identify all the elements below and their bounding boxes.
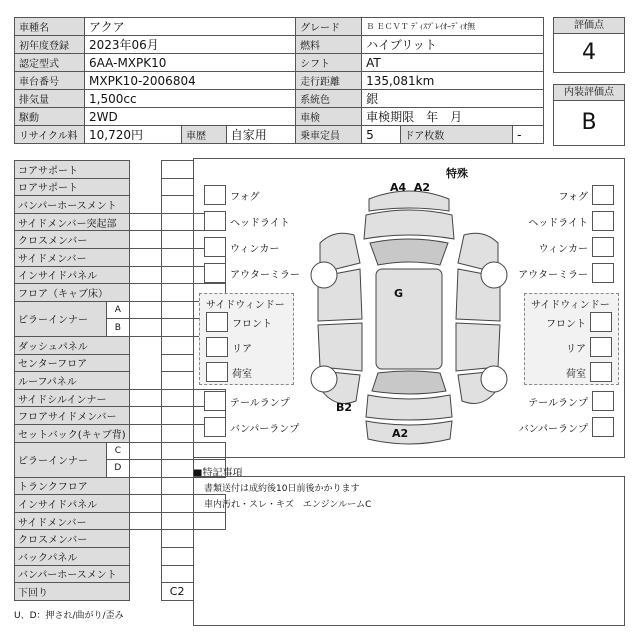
right-side-rear-checkbox[interactable] — [590, 337, 612, 357]
part-center-cell[interactable] — [161, 424, 193, 442]
left-mirror-checkbox[interactable] — [204, 263, 226, 283]
info-row — [15, 54, 544, 72]
rating-value: 4 — [582, 40, 596, 65]
part-left-cell[interactable] — [129, 178, 161, 196]
part-label: フロア（キャブ床） — [15, 284, 130, 302]
right-front-tire-shape — [481, 262, 507, 288]
doors-label: ドア枚数 — [400, 126, 513, 144]
left-headlight-option[interactable] — [204, 211, 294, 231]
right-mirror-label: アウターミラー — [518, 269, 588, 281]
part-left-cell[interactable] — [129, 389, 161, 407]
part-left-cell[interactable] — [129, 354, 161, 372]
part-center-cell[interactable] — [161, 389, 193, 407]
info-label: 車種名 — [15, 18, 85, 36]
left-bumper-lamp-checkbox[interactable] — [204, 417, 226, 437]
right-rear-tire-shape — [481, 366, 507, 392]
right-headlight-option[interactable] — [524, 211, 614, 231]
left-bumper-lamp-label: バンパーランプ — [230, 423, 300, 435]
part-label: ルーフパネル — [15, 372, 130, 390]
info-label: 駆動 — [15, 108, 85, 126]
right-side-rear-label: リア — [566, 343, 586, 355]
mark-front: A4 A2 — [390, 181, 430, 194]
part-left-cell[interactable] — [129, 319, 161, 337]
part-left-cell[interactable] — [129, 372, 161, 390]
part-label: バンパーホースメント — [15, 565, 130, 583]
part-label: 下回り — [15, 583, 130, 601]
note-line-1: 書類送付は成約後10日前後かかります — [204, 484, 360, 494]
legend-note: U、D：押され/曲がり/歪み — [14, 611, 124, 621]
right-side-cargo-label: 荷室 — [566, 368, 586, 380]
part-label: クロスメンバー — [15, 530, 130, 548]
interior-rating-value: B — [581, 110, 597, 135]
left-tail-lamp-label: テールランプ — [230, 397, 290, 409]
right-side-cargo-checkbox[interactable] — [590, 362, 612, 382]
info-row — [15, 126, 544, 144]
info-value: 2WD — [85, 108, 296, 126]
info-label: シフト — [296, 54, 362, 72]
left-rear-door-shape — [318, 323, 362, 371]
part-left-cell[interactable] — [129, 477, 161, 495]
part-label: フロアサイドメンバー — [15, 407, 130, 425]
left-tail-lamp-checkbox[interactable] — [204, 391, 226, 411]
part-label: サイドメンバー — [15, 248, 130, 266]
part-label: サイドメンバー — [15, 512, 130, 530]
right-tail-lamp-option[interactable] — [524, 391, 614, 411]
right-tail-lamp-label: テールランプ — [528, 397, 588, 409]
info-row — [15, 36, 544, 54]
info-value: アクア — [85, 18, 296, 36]
right-fog-option[interactable] — [555, 185, 615, 205]
part-label: バックパネル — [15, 548, 130, 566]
part-left-cell[interactable] — [129, 231, 161, 249]
part-label: トランクフロア — [15, 477, 130, 495]
left-headlight-label: ヘッドライト — [230, 217, 290, 229]
part-left-cell[interactable] — [129, 442, 161, 460]
part-left-cell[interactable] — [129, 284, 161, 302]
left-side-front-label: フロント — [232, 318, 272, 330]
part-sub-label: D — [107, 460, 130, 478]
info-label: 認定型式 — [15, 54, 85, 72]
front-bumper-shape — [369, 191, 449, 211]
vehicle-info-table — [14, 17, 544, 144]
part-label: セットバック(キャブ背) — [15, 424, 130, 442]
right-bumper-lamp-checkbox[interactable] — [592, 417, 614, 437]
doors-value: - — [513, 126, 544, 144]
left-side-window-group — [199, 293, 294, 385]
part-label: ロアサポート — [15, 178, 130, 196]
left-fog-checkbox[interactable] — [204, 185, 226, 205]
left-rear-tire-shape — [311, 366, 337, 392]
info-label: 燃料 — [296, 36, 362, 54]
left-bumper-lamp-option[interactable] — [204, 417, 303, 437]
info-label: 系統色 — [296, 90, 362, 108]
info-value: 6AA-MXPK10 — [85, 54, 296, 72]
info-value: 車検期限 年 月 — [362, 108, 544, 126]
part-left-cell[interactable] — [129, 530, 161, 548]
rear-bumper-shape — [366, 421, 452, 444]
mark-rear: A2 — [392, 427, 409, 440]
left-side-rear-checkbox[interactable] — [206, 337, 228, 357]
part-sub-label: B — [107, 319, 130, 337]
part-sub-label: C — [107, 442, 130, 460]
rating-label: 評価点 — [554, 18, 624, 34]
history-value: 自家用 — [226, 126, 295, 144]
part-left-cell[interactable] — [129, 548, 161, 566]
left-headlight-checkbox[interactable] — [204, 211, 226, 231]
right-headlight-label: ヘッドライト — [528, 217, 588, 229]
info-value: MXPK10-2006804 — [85, 72, 296, 90]
right-side-cargo-option[interactable] — [562, 362, 612, 382]
interior-rating-label: 内装評価点 — [554, 85, 624, 101]
part-left-cell[interactable] — [129, 336, 161, 354]
right-side-rear-option[interactable] — [562, 337, 612, 357]
mark-left-rear: B2 — [336, 401, 353, 414]
history-label: 車歴 — [182, 126, 227, 144]
part-center-cell[interactable] — [161, 512, 193, 530]
notes-box — [193, 476, 625, 626]
info-value: Ｂ ＥＣＶＴ ﾃﾞｨｽﾌﾟﾚｲｵｰﾃﾞｨｵ無 — [362, 18, 544, 36]
part-center-cell[interactable] — [161, 548, 193, 566]
part-label: ダッシュパネル — [15, 336, 130, 354]
info-value: 2023年06月 — [85, 36, 296, 54]
part-center-cell[interactable] — [161, 161, 193, 179]
mark-roof: G — [394, 287, 404, 300]
part-center-cell[interactable] — [161, 477, 193, 495]
note-line-2: 車内汚れ・スレ・キズ エンジンルームC — [204, 500, 372, 510]
part-left-cell[interactable] — [129, 301, 161, 319]
capacity-value: 5 — [362, 126, 400, 144]
part-left-cell[interactable] — [129, 565, 161, 583]
part-left-cell[interactable] — [129, 583, 161, 601]
info-label: 車台番号 — [15, 72, 85, 90]
part-left-cell[interactable] — [129, 512, 161, 530]
roof-shape — [376, 269, 442, 369]
left-front-tire-shape — [311, 262, 337, 288]
part-label: バンパーホースメント — [15, 196, 130, 214]
part-left-cell[interactable] — [129, 213, 161, 231]
info-row — [15, 18, 544, 36]
info-value: AT — [362, 54, 544, 72]
right-side-window-title: サイドウィンドー — [531, 300, 610, 311]
part-center-cell[interactable] — [161, 372, 193, 390]
trunk-shape — [366, 395, 452, 420]
part-label: インサイドパネル — [15, 495, 130, 513]
right-fog-label: フォグ — [558, 191, 588, 203]
part-center-cell[interactable] — [161, 442, 193, 460]
left-side-cargo-label: 荷室 — [232, 368, 252, 380]
info-row — [15, 108, 544, 126]
part-left-cell[interactable] — [129, 196, 161, 214]
left-mirror-option[interactable] — [204, 263, 304, 283]
notes-title: ■特記事項 — [193, 468, 243, 479]
part-left-cell[interactable] — [129, 424, 161, 442]
part-left-cell[interactable] — [129, 460, 161, 478]
info-label: 走行距離 — [296, 72, 362, 90]
part-center-cell[interactable] — [161, 266, 193, 284]
left-winker-option[interactable] — [204, 237, 283, 257]
right-side-window-group — [524, 293, 619, 385]
left-fog-label: フォグ — [230, 191, 260, 203]
recycle-label: リサイクル料 — [15, 126, 85, 144]
part-center-cell[interactable] — [161, 495, 193, 513]
right-rear-door-shape — [456, 323, 500, 371]
info-label: 排気量 — [15, 90, 85, 108]
info-row — [15, 72, 544, 90]
special-label: 特殊 — [446, 167, 468, 180]
part-center-cell[interactable] — [161, 460, 193, 478]
right-winker-label: ウィンカー — [538, 243, 588, 255]
right-fog-checkbox[interactable] — [592, 185, 614, 205]
part-label: コアサポート — [15, 161, 130, 179]
right-tail-lamp-checkbox[interactable] — [592, 391, 614, 411]
part-label: センターフロア — [15, 354, 130, 372]
right-side-front-checkbox[interactable] — [590, 312, 612, 332]
info-value: 銀 — [362, 90, 544, 108]
info-value: 1,500cc — [85, 90, 296, 108]
part-center-cell[interactable] — [161, 178, 193, 196]
left-side-front-option[interactable] — [206, 312, 276, 332]
right-winker-option[interactable] — [535, 237, 614, 257]
right-headlight-checkbox[interactable] — [592, 211, 614, 231]
part-center-cell[interactable] — [161, 301, 193, 319]
part-label: ピラーインナー — [15, 442, 107, 477]
part-center-cell[interactable]: C2 — [161, 583, 193, 601]
part-center-cell[interactable] — [161, 336, 193, 354]
left-side-front-checkbox[interactable] — [206, 312, 228, 332]
info-label: 初年度登録 — [15, 36, 85, 54]
info-row — [15, 90, 544, 108]
info-label: グレード — [296, 18, 362, 36]
left-side-window-title: サイドウィンドー — [206, 300, 285, 311]
part-center-cell[interactable] — [161, 248, 193, 266]
left-tail-lamp-option[interactable] — [204, 391, 294, 411]
capacity-label: 乗車定員 — [296, 126, 362, 144]
part-center-cell[interactable] — [161, 284, 193, 302]
part-label: インサイドパネル — [15, 266, 130, 284]
info-value: 135,081km — [362, 72, 544, 90]
left-fog-option[interactable] — [204, 185, 264, 205]
part-center-cell[interactable] — [161, 354, 193, 372]
rating-box — [553, 17, 625, 73]
left-side-cargo-checkbox[interactable] — [206, 362, 228, 382]
info-label: 車検 — [296, 108, 362, 126]
part-center-cell[interactable] — [161, 196, 193, 214]
info-value: ハイブリット — [362, 36, 544, 54]
left-mirror-label: アウターミラー — [230, 269, 300, 281]
recycle-value: 10,720円 — [85, 126, 182, 144]
windshield-shape — [370, 239, 448, 265]
part-label: サイドメンバー突起部 — [15, 213, 130, 231]
part-center-cell[interactable] — [161, 319, 193, 337]
hood-shape — [364, 210, 454, 239]
damage-diagram — [193, 158, 625, 458]
part-center-cell[interactable] — [161, 407, 193, 425]
part-center-cell[interactable] — [161, 231, 193, 249]
right-mirror-option[interactable] — [514, 263, 614, 283]
part-center-cell[interactable] — [161, 565, 193, 583]
part-center-cell[interactable] — [161, 213, 193, 231]
left-side-rear-option[interactable] — [206, 337, 256, 357]
left-winker-label: ウィンカー — [230, 243, 280, 255]
left-side-rear-label: リア — [232, 343, 252, 355]
part-left-cell[interactable] — [129, 407, 161, 425]
part-left-cell[interactable] — [129, 161, 161, 179]
left-side-cargo-option[interactable] — [206, 362, 256, 382]
interior-rating-box — [553, 84, 625, 146]
right-bumper-lamp-label: バンパーランプ — [518, 423, 588, 435]
right-bumper-lamp-option[interactable] — [515, 417, 614, 437]
right-side-front-label: フロント — [546, 318, 586, 330]
part-label: ピラーインナー — [15, 301, 107, 336]
right-side-front-option[interactable] — [542, 312, 612, 332]
part-left-cell[interactable] — [129, 266, 161, 284]
part-center-cell[interactable] — [161, 530, 193, 548]
part-left-cell[interactable] — [129, 248, 161, 266]
right-winker-checkbox[interactable] — [592, 237, 614, 257]
right-mirror-checkbox[interactable] — [592, 263, 614, 283]
part-label: サイドシルインナー — [15, 389, 130, 407]
part-left-cell[interactable] — [129, 495, 161, 513]
part-sub-label: A — [107, 301, 130, 319]
left-winker-checkbox[interactable] — [204, 237, 226, 257]
part-label: クロスメンバー — [15, 231, 130, 249]
rear-window-shape — [372, 371, 446, 394]
